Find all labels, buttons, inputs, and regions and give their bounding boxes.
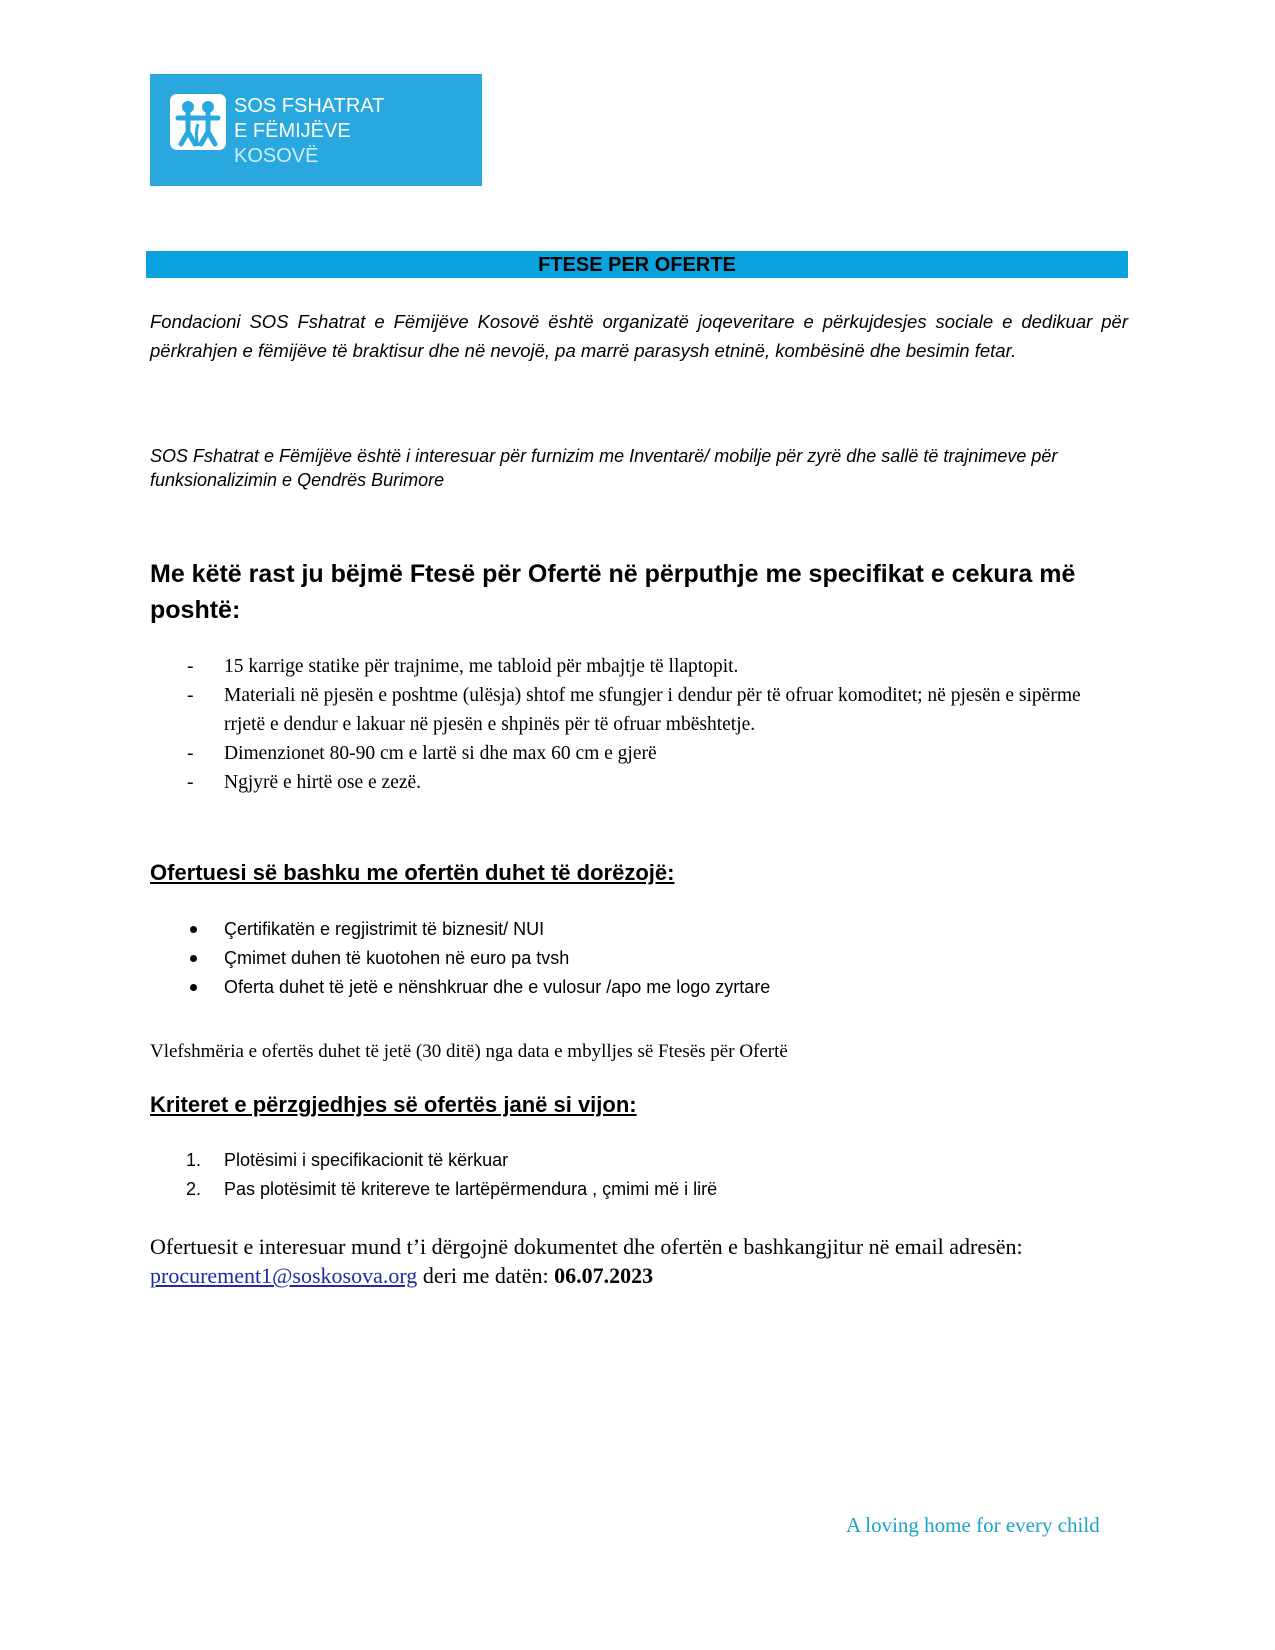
criteria-item: Pas plotësimit të kritereve te lartëpërmendura , çmimi më i lirë [224,1179,718,1199]
dash-marker: - [187,685,194,706]
spec-item: Dimenzionet 80-90 cm e lartë si dhe max 60 cm e gjerë [224,743,657,764]
email-link[interactable]: procurement1@soskosova.org [150,1263,418,1288]
logo-line-3: KOSOVË [234,145,319,167]
documents-heading: Ofertuesi së bashku me ofertën duhet të dorëzojë: [150,860,675,885]
bullet-icon [190,926,197,933]
validity-text: Vlefshmëria e ofertës duhet të jetë (30 ditë) nga data e mbylljes së Ftesës për Ofertë [150,1041,788,1062]
closing-paragraph [150,1232,1140,1290]
children-figures-icon [170,94,226,150]
deadline-date: 06.07.2023 [554,1263,654,1288]
invitation-subheading: Me këtë rast ju bëjmë Ftesë për Ofertë në përputhje me specifikat e cekura më poshtë: [150,560,1076,624]
footer-tagline: A loving home for every child [846,1513,1100,1537]
spec-item: Materiali në pjesën e poshtme (ulësja) shtof me sfungjer i dendur për të ofruar komoditet; në pjesën e sipërme rrjetë e dendur e lakuar në pjesën e shpinës për të ofruar mbështetje. [224,685,1081,735]
dash-marker: - [187,656,194,677]
criteria-heading: Kriteret e përzgjedhjes së ofertës janë si vijon: [150,1092,637,1117]
document-item: Çertifikatën e regjistrimit të biznesit/ NUI [224,919,545,939]
closing-text-middle: deri me datën: [417,1263,555,1288]
document-item: Oferta duhet të jetë e nënshkruar dhe e vulosur /apo me logo zyrtare [224,977,771,997]
spec-item: Ngjyrë e hirtë ose e zezë. [224,772,422,793]
bullet-icon [190,984,197,991]
criteria-number: 2. [186,1179,202,1199]
page-title: FTESE PER OFERTE [538,254,736,276]
dash-marker: - [187,772,194,793]
dash-marker: - [187,743,194,764]
closing-text-before: Ofertuesit e interesuar mund t’i dërgojnë dokumentet dhe ofertën e bashkangjitur në email adresën: [150,1234,1023,1259]
logo-line-2: E FËMIJËVE [234,120,351,142]
logo-line-1: SOS FSHATRAT [234,95,385,117]
document-item: Çmimet duhen të kuotohen në euro pa tvsh [224,948,570,968]
interest-paragraph: SOS Fshatrat e Fëmijëve është i interesuar për furnizim me Inventarë/ mobilje për zyrë dhe sallë të trajnimeve për funksionalizimin e Qendrës Burimore [150,446,1058,490]
sos-logo [150,74,482,186]
criteria-number: 1. [186,1150,202,1170]
spec-item: 15 karrige statike për trajnime, me tabloid për mbajtje të llaptopit. [224,656,739,677]
intro-paragraph: Fondacioni SOS Fshatrat e Fëmijëve Kosovë është organizatë joqeveritare e përkujdesjes sociale e dedikuar për përkrahjen e fëmijëve të braktisur dhe në nevojë, pa marrë parasysh etninë, kombësinë dhe besimin fetar. [150,311,1128,361]
criteria-item: Plotësimi i specifikacionit të kërkuar [224,1150,509,1170]
bullet-icon [190,955,197,962]
